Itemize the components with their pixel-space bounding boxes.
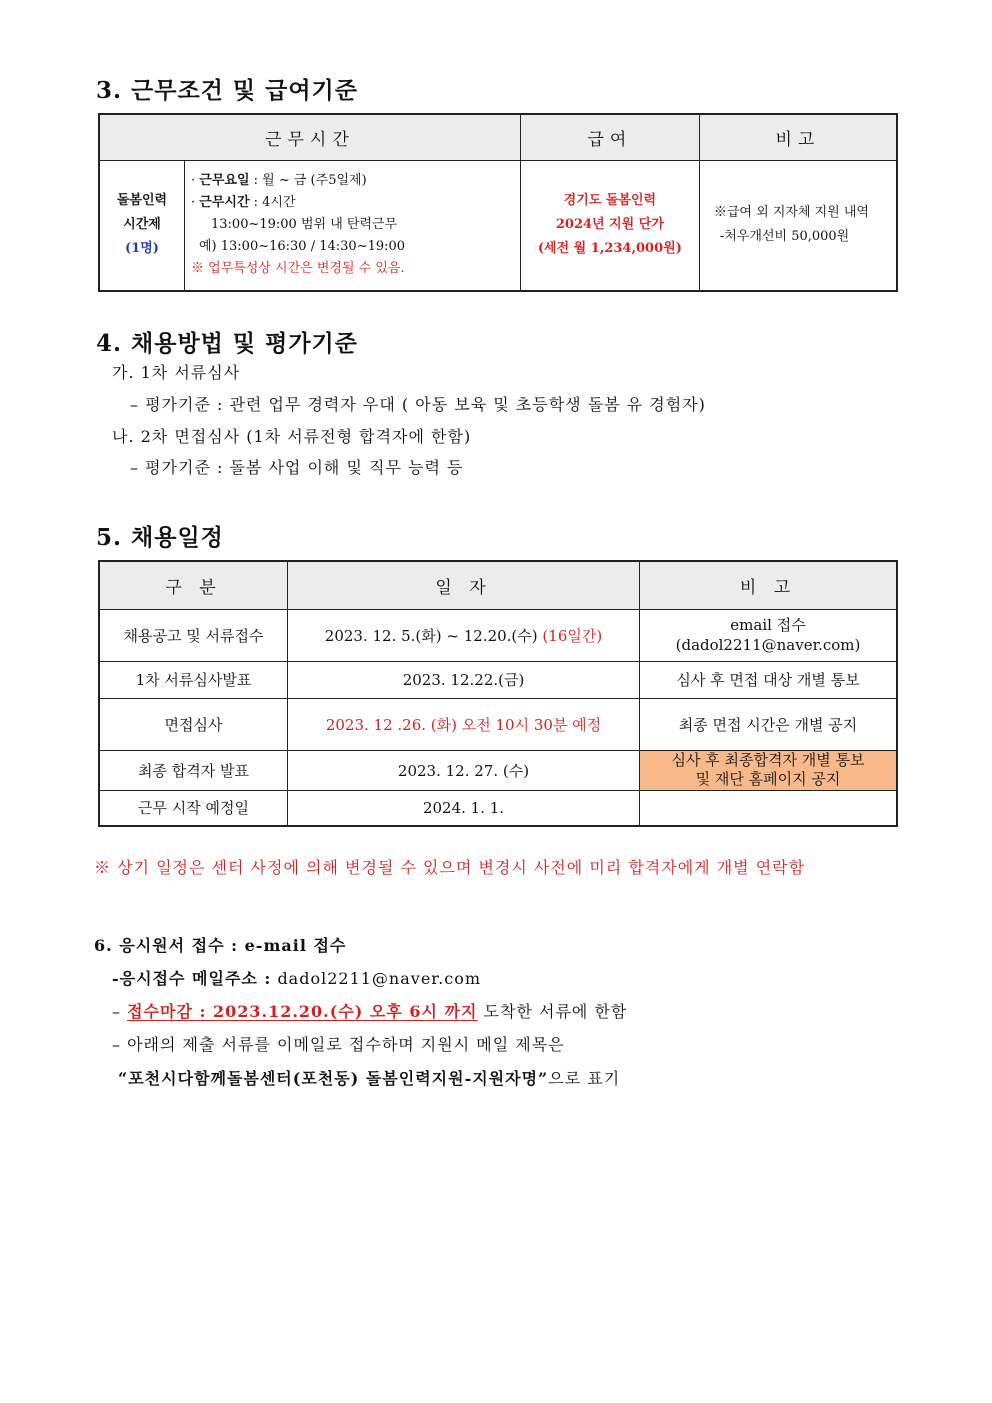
table-row — [99, 750, 897, 790]
hours-label: 근무시간 — [199, 195, 250, 211]
row-label: 면접심사 — [99, 698, 288, 750]
hours-example: 예) 13:00~16:30 / 14:30~19:00 — [199, 239, 406, 255]
row-note — [640, 609, 898, 661]
salary-line-2: 2024년 지원 단가 — [555, 217, 664, 233]
salary-cell — [520, 160, 699, 291]
eval-step-2: 나. 2차 면접심사 (1차 서류전형 합격자에 한함) — [112, 427, 472, 446]
hours-range: 13:00~19:00 범위 내 탄력근무 — [211, 217, 398, 233]
remark-line-1: ※급여 외 지자체 지원 내역 — [713, 205, 869, 221]
row-date: 2024. 1. 1. — [288, 790, 640, 826]
remark-line-2: -처우개선비 50,000원 — [719, 229, 850, 245]
row-date — [288, 609, 640, 661]
row-date: 2023. 12.22.(금) — [288, 661, 640, 698]
days-label: 근무요일 — [199, 173, 250, 189]
schedule-header-note: 비 고 — [640, 561, 898, 609]
email-label: -응시접수 메일주소 : — [112, 969, 272, 988]
subject-suffix: 으로 표기 — [548, 1069, 621, 1088]
salary-line-1: 경기도 돌봄인력 — [563, 193, 657, 209]
row-label: 근무 시작 예정일 — [99, 790, 288, 826]
row-date: 2023. 12 .26. (화) 오전 10시 30분 예정 — [288, 698, 640, 750]
row-date-text: 2023. 12. 5.(화) ~ 12.20.(수) — [324, 626, 538, 645]
instruction-line: – 아래의 제출 서류를 이메일로 접수하며 지원시 메일 제목은 — [112, 1035, 565, 1054]
table-row — [99, 661, 897, 698]
row-date-extra: (16일간) — [542, 626, 603, 645]
row-note-highlight — [640, 750, 898, 790]
header-remark: 비고 — [699, 114, 897, 160]
hours-value: : 4시간 — [253, 195, 296, 211]
section4-title: 4. 채용방법 및 평가기준 — [96, 330, 358, 357]
row-date: 2023. 12. 27. (수) — [288, 750, 640, 790]
schedule-cell: · 근무요일 : 월 ~ 금 (주5일제) · 근무시간 : 4시간 13:00~19:00 범위 내 탄력근무 예) 13:00~16:30 / 14:30~19:00 ※ 업무특성상 시간은 변경될 수 있음. — [185, 160, 521, 291]
row-label: 최종 합격자 발표 — [99, 750, 288, 790]
row-note-line-1: 심사 후 최종합격자 개별 통보 — [671, 751, 865, 769]
section3-title: 3. 근무조건 및 급여기준 — [96, 77, 358, 104]
section6-title: 6. 응시원서 접수 : e-mail 접수 — [94, 936, 347, 955]
header-salary: 급여 — [520, 114, 699, 160]
section5-title: 5. 채용일정 — [96, 524, 224, 551]
schedule-header-date: 일 자 — [288, 561, 640, 609]
table-row — [99, 698, 897, 750]
email-address[interactable]: dadol2211@naver.com — [277, 969, 482, 988]
row-label: 채용공고 및 서류접수 — [99, 609, 288, 661]
email-line — [112, 966, 481, 989]
eval-criteria-2: – 평가기준 : 돌봄 사업 이해 및 직무 능력 등 — [130, 458, 464, 477]
subject-text: “포천시다함께돌봄센터(포천동) 돌봄인력지원-지원자명” — [118, 1069, 549, 1088]
row-label: 1차 서류심사발표 — [99, 661, 288, 698]
role-type: 시간제 — [123, 217, 161, 233]
row-note-line-1: email 접수 — [730, 616, 806, 634]
deadline-text: 접수마감 : 2023.12.20.(수) 오후 6시 까지 — [127, 1002, 478, 1021]
eval-criteria-1: – 평가기준 : 관련 업무 경력자 우대 ( 아동 보육 및 초등학생 돌봄 유 경험자) — [130, 395, 706, 414]
deadline-suffix: 도착한 서류에 한함 — [483, 1002, 628, 1021]
table-row — [99, 609, 897, 661]
role-name: 돌봄인력 — [116, 193, 168, 209]
row-note — [640, 790, 898, 826]
header-work-hours: 근무시간 — [99, 114, 520, 160]
salary-line-3: (세전 월 1,234,000원) — [537, 241, 682, 257]
deadline-line — [112, 999, 627, 1022]
schedule-footnote: ※ 상기 일정은 센터 사정에 의해 변경될 수 있으며 변경시 사전에 미리 합격자에게 개별 연락함 — [94, 858, 806, 877]
schedule-table — [98, 560, 898, 827]
days-value: : 월 ~ 금 (주5일제) — [253, 173, 367, 189]
role-cell — [99, 160, 185, 291]
row-note: 최종 면접 시간은 개별 공지 — [640, 698, 898, 750]
schedule-header-category: 구 분 — [99, 561, 288, 609]
row-note-line-2: (dadol2211@naver.com) — [675, 636, 861, 654]
subject-line — [118, 1066, 620, 1089]
row-note: 심사 후 면접 대상 개별 통보 — [640, 661, 898, 698]
deadline-prefix: – — [112, 1002, 121, 1021]
eval-step-1: 가. 1차 서류심사 — [112, 363, 241, 382]
table-row — [99, 790, 897, 826]
role-count: (1명) — [125, 241, 159, 257]
work-conditions-table — [98, 113, 898, 292]
remark-cell — [699, 160, 897, 291]
schedule-note: ※ 업무특성상 시간은 변경될 수 있음. — [191, 261, 405, 277]
row-note-line-2: 및 재단 홈페이지 공지 — [695, 770, 841, 788]
